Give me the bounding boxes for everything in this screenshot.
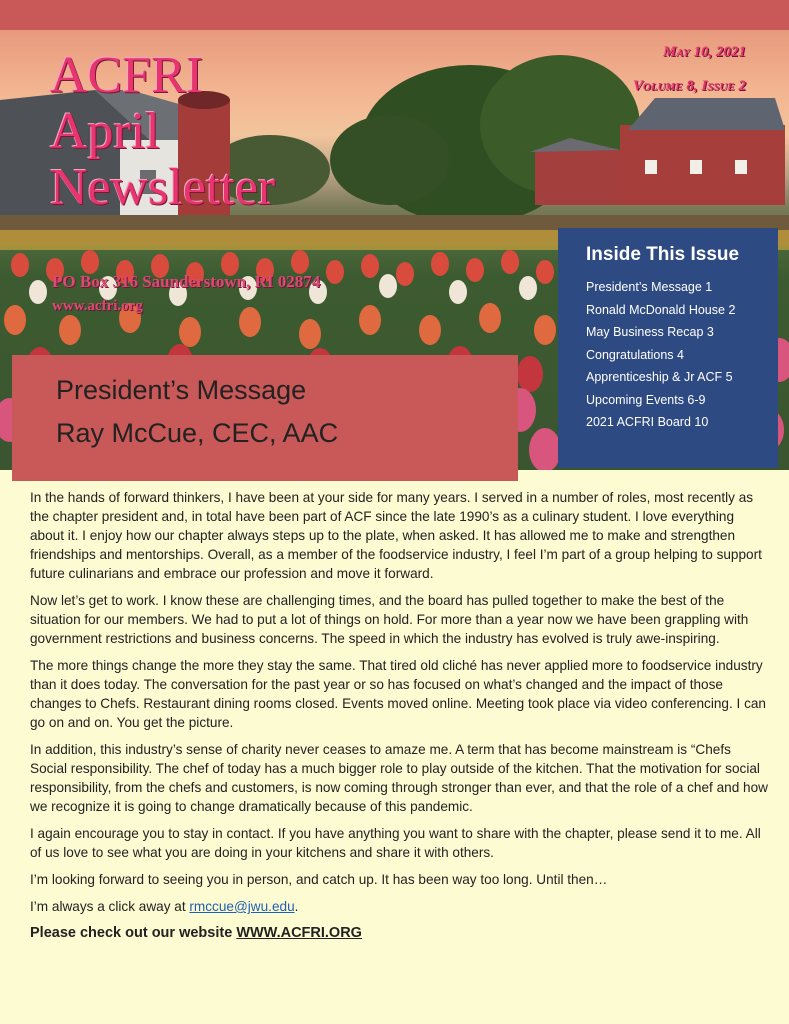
newsletter-title — [50, 48, 370, 216]
toc-item[interactable]: President’s Message 1 — [586, 280, 713, 294]
article-body — [30, 488, 770, 951]
toc-item[interactable]: 2021 ACFRI Board 10 — [586, 415, 709, 429]
article-paragraph: In addition, this industry’s sense of charity never ceases to amaze me. A term that has become mainstream is “Chefs Social responsibility. The chef of today has a much bigger role to play outside of the kitchen. That the motivation for social responsibility, from the chefs and customers, is now coming through stronger than ever, and that the role of a chef and how we recognize it is going to change dramatically because of this pandemic. — [30, 742, 768, 814]
title-line: Newsletter — [50, 159, 276, 216]
article-paragraph: The more things change the more they stay the same. That tired old cliché has never applied more to foodservice industry than it does today. The conversation for the past year or so has focused on what’s changed and the impact of those changes to Chefs. Restaurant dining rooms closed. Events moved online. Meeting took place via video conferencing. I can go on and on. You get the picture. — [30, 658, 766, 730]
inside-heading: Inside This Issue — [586, 244, 740, 265]
article-paragraph: I again encourage you to stay in contact. If you have anything you want to share with the chapter, please send it to me. All of us love to see what you are doing in your kitchens and share it with others. — [30, 826, 761, 860]
banner-title: President’s Message — [56, 375, 307, 405]
toc-item[interactable]: May Business Recap 3 — [586, 325, 714, 339]
toc-item[interactable]: Upcoming Events 6-9 — [586, 392, 706, 407]
banner-author: Ray McCue, CEC, AAC — [56, 418, 339, 448]
contact-prefix: I’m always a click away at — [30, 899, 190, 914]
article-paragraph: In the hands of forward thinkers, I have been at your side for many years. I served in a number of roles, most recently as the chapter president and, in total have been part of ACF since the late 1990’s as a culinary student. I love everything about it. I enjoy how our chapter always steps up to the plate, when asked. It has allowed me to make and strengthen friendships and mentorships. Overall, as a member of the foodservice industry, I feel I’m part of a group helping to support future culinarians and embrace our profession and move it forward. — [30, 490, 762, 581]
website-link[interactable]: WWW.ACFRI.ORG — [236, 925, 362, 941]
contact-line — [30, 897, 770, 916]
inside-this-issue-panel — [558, 228, 778, 468]
contact-suffix: . — [294, 899, 299, 914]
title-line: ACFRI — [50, 47, 204, 104]
presidents-message-banner — [12, 355, 518, 481]
toc-item[interactable]: Ronald McDonald House 2 — [586, 302, 736, 317]
article-paragraph: I’m looking forward to seeing you in person, and catch up. It has been way too long. Until then… — [30, 872, 608, 887]
title-line: April — [50, 103, 160, 160]
email-link[interactable]: rmccue@jwu.edu — [189, 899, 295, 914]
top-color-band — [0, 0, 789, 30]
header-website[interactable]: www.acfri.org — [52, 298, 143, 314]
mailing-address: PO Box 316 Saunderstown, RI 02874 — [52, 272, 321, 291]
article-paragraph: Now let’s get to work. I know these are challenging times, and the board has pulled together to make the best of the situation for our members. We had to put a lot of things on hold. For more than a year now we have been grappling with government restrictions and business concerns. The speed in which the industry has evolved is truly awe-inspiring. — [30, 593, 749, 646]
toc-item[interactable]: Apprenticeship & Jr ACF 5 — [586, 370, 733, 384]
website-line — [30, 924, 770, 943]
issue-volume: Volume 8, Issue 2 — [632, 78, 746, 94]
issue-date: May 10, 2021 — [662, 44, 746, 60]
website-prefix: Please check out our website — [30, 925, 237, 941]
toc-item[interactable]: Congratulations 4 — [586, 347, 684, 362]
